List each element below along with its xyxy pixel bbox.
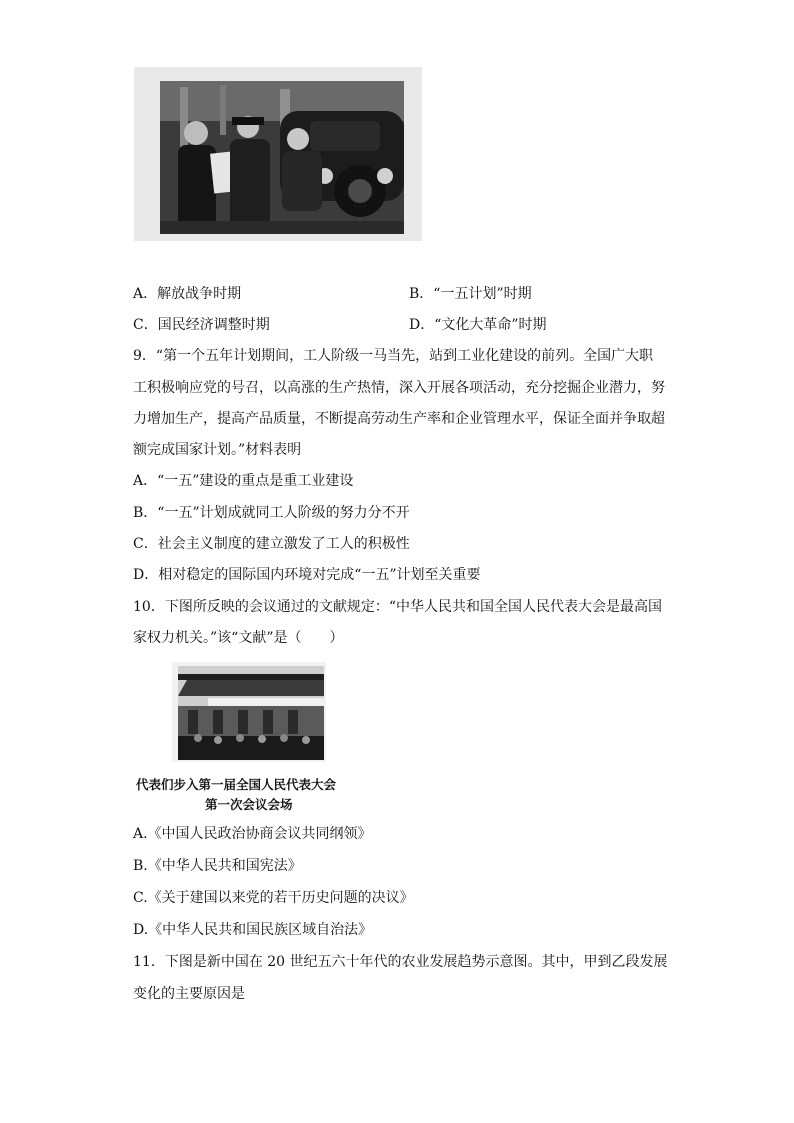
q8-option-a: A．解放战争时期: [133, 286, 242, 302]
congress-hall-photo: [172, 662, 326, 762]
q8-option-c: C．国民经济调整时期: [133, 317, 270, 333]
q10-option-a: A.《中国人民政治协商会议共同纲领》: [133, 826, 372, 842]
q9-stem-line: 9．“第一个五年计划期间，工人阶级一马当先，站到工业化建设的前列。全国广大职: [133, 348, 654, 364]
q9-option-d: D．相对稳定的国际国内环境对完成“一五”计划至关重要: [133, 567, 481, 583]
q8-option-d: D．“文化大革命”时期: [409, 317, 547, 333]
q9-stem-line: 额完成国家计划。”材料表明: [133, 442, 302, 458]
q9-option-a: A．“一五”建设的重点是重工业建设: [133, 473, 354, 489]
q8-option-b: B．“一五计划”时期: [409, 286, 532, 302]
q9-stem-line: 工积极响应党的号召，以高涨的生产热情，深入开展各项活动，充分挖掘企业潜力，努: [133, 380, 665, 396]
photo-frame: [178, 666, 324, 760]
photo-caption-line: 代表们步入第一届全国人民代表大会: [136, 777, 337, 792]
q10-stem-line: 家权力机关。”该“文献”是（ ）: [133, 630, 344, 646]
q10-stem-line: 10．下图所反映的会议通过的文献规定：“中华人民共和国全国人民代表大会是最高国: [133, 599, 662, 615]
workers-illustration: [160, 81, 404, 234]
q10-option-b: B.《中华人民共和国宪法》: [133, 858, 302, 874]
photo-caption-line: 第一次会议会场: [205, 797, 293, 812]
q11-stem-line: 变化的主要原因是: [133, 986, 245, 1002]
q9-option-c: C．社会主义制度的建立激发了工人的积极性: [133, 536, 410, 552]
q9-option-b: B．“一五”计划成就同工人阶级的努力分不开: [133, 505, 410, 521]
q11-stem-line: 11．下图是新中国在 20 世纪五六十年代的农业发展趋势示意图。其中，甲到乙段发展: [133, 954, 668, 970]
congress-hall-illustration: [178, 666, 324, 760]
q10-option-d: D.《中华人民共和国民族区域自治法》: [133, 922, 373, 938]
photo-frame: [160, 81, 404, 234]
q10-option-c: C.《关于建国以来党的若干历史问题的决议》: [133, 890, 414, 906]
workers-factory-photo: [134, 67, 422, 241]
q9-stem-line: 力增加生产，提高产品质量，不断提高劳动生产率和企业管理水平，保证全面并争取超: [133, 411, 665, 427]
